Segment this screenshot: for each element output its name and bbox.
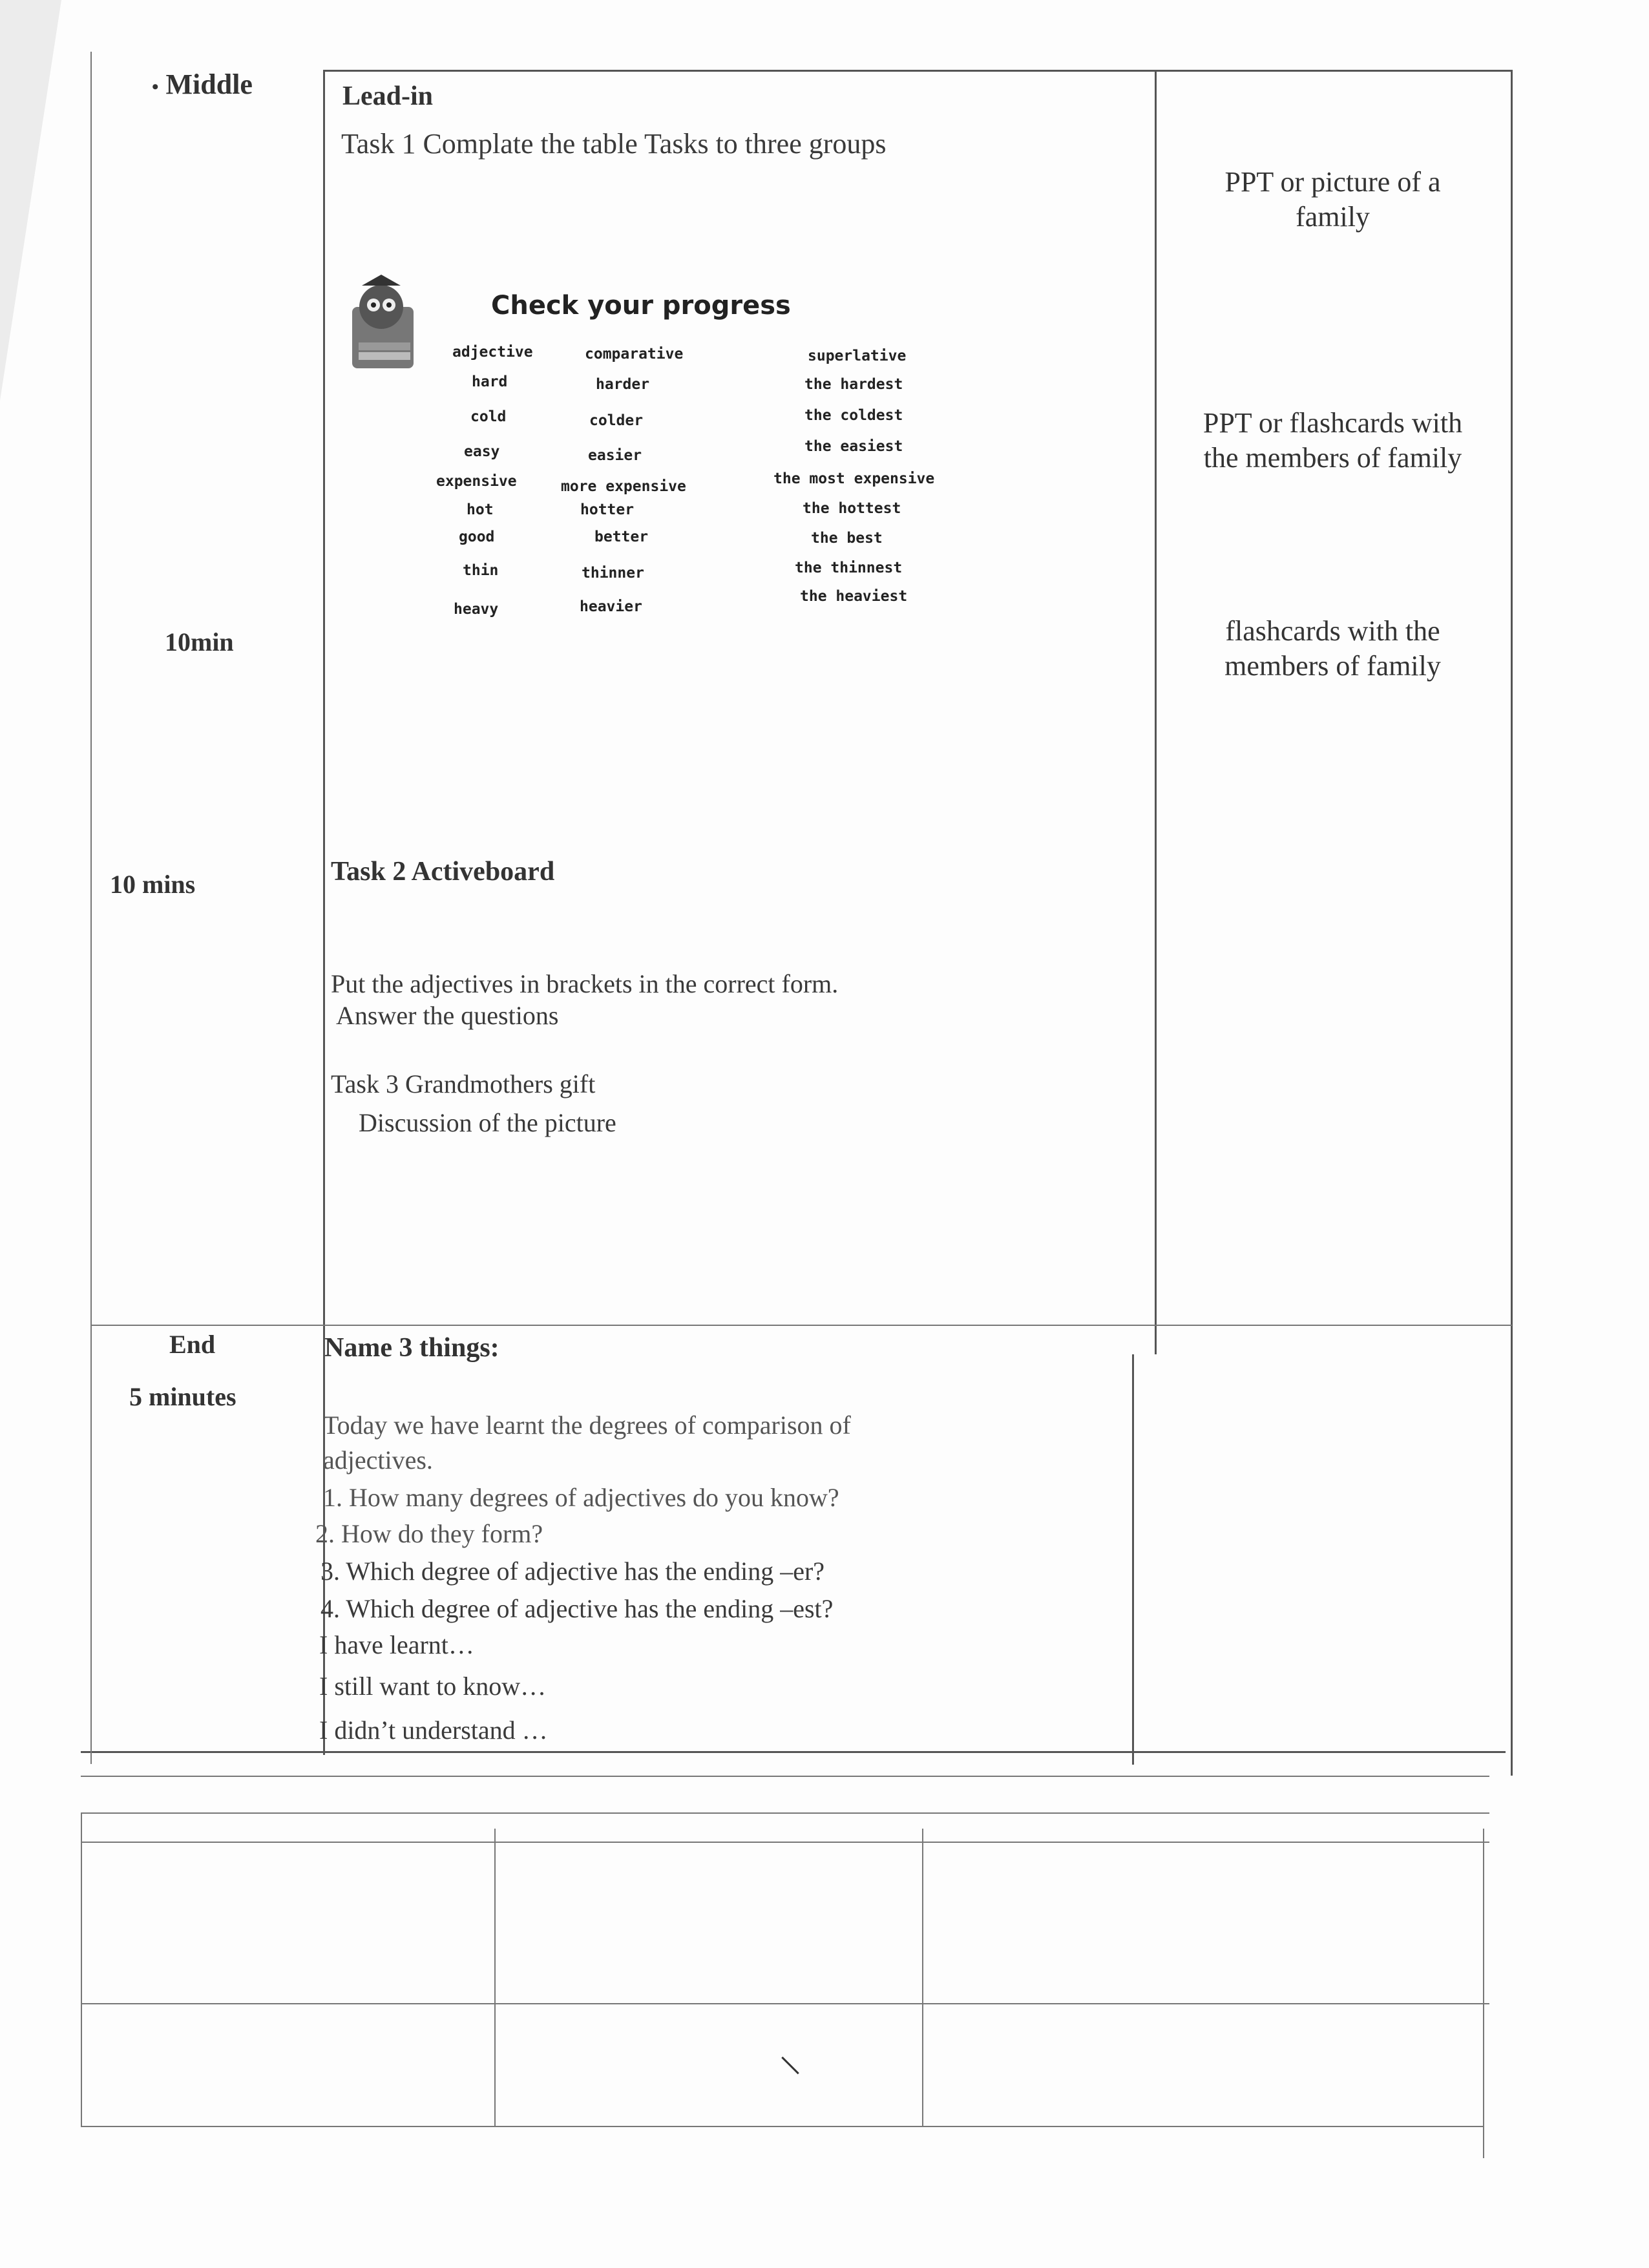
worksheet-header-superlative: superlative — [808, 348, 907, 364]
adj-cell: cold — [470, 408, 507, 425]
stage-time-10mins: 10 mins — [110, 870, 196, 899]
comp-cell: thinner — [582, 565, 644, 582]
end-question-2: 2. How do they form? — [315, 1519, 543, 1548]
sup-cell: the heaviest — [800, 588, 908, 605]
comp-cell: easier — [588, 447, 642, 464]
comp-cell: better — [594, 529, 649, 545]
resource-1 — [1157, 165, 1509, 234]
resource-2-line1: PPT or flashcards with — [1203, 407, 1463, 439]
end-intro-line1: Today we have learnt the degrees of comparison of — [323, 1411, 851, 1440]
resource-2 — [1157, 406, 1509, 475]
task2-heading: Task 2 Activeboard — [331, 857, 555, 887]
resource-1-line1: PPT or picture of a — [1224, 166, 1441, 198]
worksheet-header-adjective: adjective — [452, 344, 533, 361]
resource-3 — [1157, 614, 1509, 683]
stage-time-10min: 10min — [165, 627, 234, 656]
reflect-want-to-know: I still want to know… — [319, 1672, 547, 1701]
sup-cell: the coldest — [804, 407, 903, 424]
adj-cell: easy — [464, 443, 500, 460]
adj-cell: hard — [472, 373, 508, 390]
sup-cell: the most expensive — [773, 470, 935, 487]
reflect-learnt: I have learnt… — [319, 1630, 474, 1659]
adj-cell: thin — [463, 562, 499, 579]
adj-cell: good — [459, 529, 495, 545]
sup-cell: the thinnest — [795, 560, 903, 576]
stage-middle: • Middle — [152, 68, 253, 100]
comp-cell: colder — [589, 412, 644, 429]
owl-mascot-icon — [349, 271, 420, 375]
resource-1-line2: family — [1296, 200, 1370, 233]
comp-cell: heavier — [580, 598, 642, 615]
stage-end: End — [169, 1330, 216, 1359]
adj-cell: hot — [467, 501, 494, 518]
task2-line2: Answer the questions — [336, 1001, 559, 1030]
adj-cell: expensive — [436, 473, 517, 490]
adj-cell: heavy — [454, 601, 499, 618]
comp-cell: harder — [596, 376, 650, 393]
resource-2-line2: the members of family — [1203, 441, 1462, 474]
task3-line2: Discussion of the picture — [359, 1108, 616, 1137]
end-question-4: 4. Which degree of adjective has the ending –est? — [320, 1594, 834, 1623]
resource-3-line1: flashcards with the — [1225, 615, 1440, 647]
sup-cell: the best — [811, 530, 883, 547]
task1-text: Task 1 Complate the table Tasks to three groups — [341, 128, 887, 160]
check-progress-image — [342, 265, 943, 627]
end-intro-line2: adjectives. — [323, 1445, 433, 1475]
worksheet-title: Check your progress — [491, 291, 791, 320]
page-fold — [0, 0, 61, 401]
comp-cell: hotter — [580, 501, 635, 518]
end-question-1: 1. How many degrees of adjectives do you know? — [323, 1483, 839, 1512]
lead-in-heading: Lead-in — [342, 81, 434, 111]
stage-time-5minutes: 5 minutes — [129, 1382, 236, 1411]
comp-cell: more expensive — [561, 478, 686, 495]
task2-line1: Put the adjectives in brackets in the correct form. — [331, 969, 839, 998]
reflect-didnt-understand: I didn’t understand … — [319, 1716, 548, 1745]
end-question-3: 3. Which degree of adjective has the ending –er? — [320, 1557, 825, 1586]
sup-cell: the easiest — [804, 438, 903, 455]
sup-cell: the hardest — [804, 376, 903, 393]
task3-line1: Task 3 Grandmothers gift — [331, 1069, 596, 1098]
resource-3-line2: members of family — [1224, 649, 1441, 682]
stray-mark — [781, 2057, 799, 2075]
end-heading: Name 3 things: — [324, 1333, 499, 1363]
worksheet-header-comparative: comparative — [585, 346, 684, 362]
sup-cell: the hottest — [803, 500, 901, 517]
